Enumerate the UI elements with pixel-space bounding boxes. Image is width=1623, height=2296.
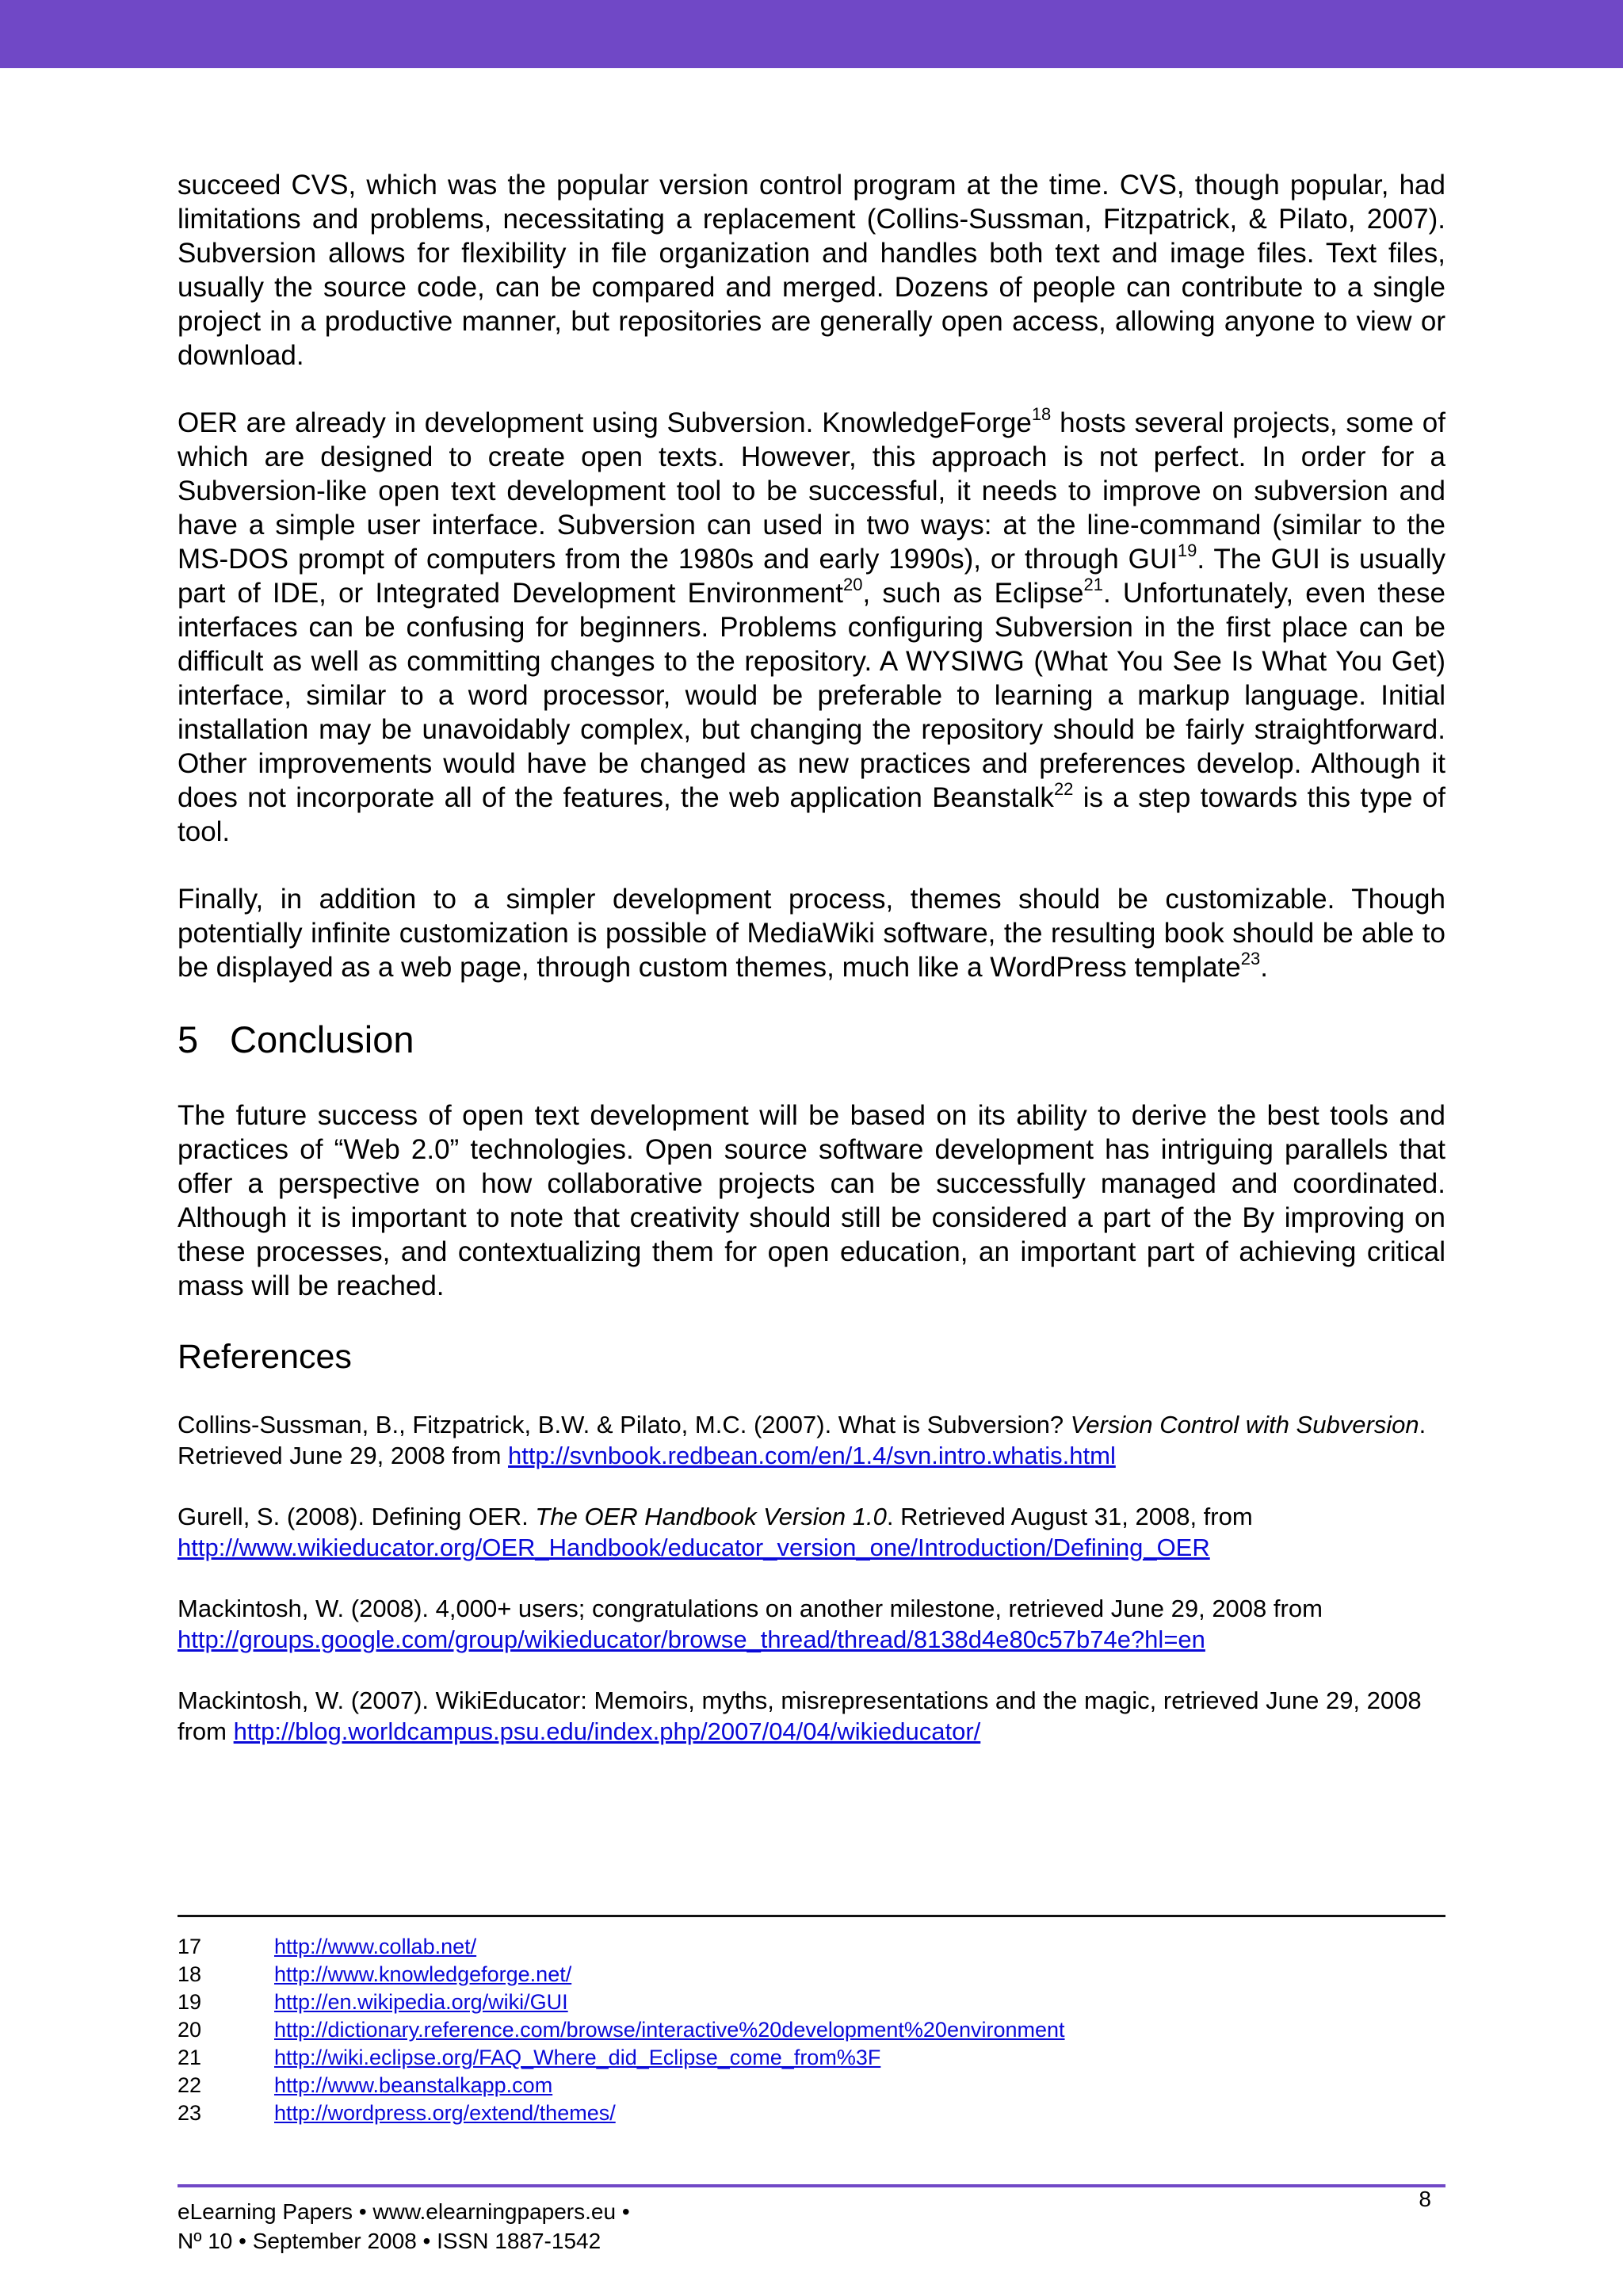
reference-link[interactable]: http://www.wikieducator.org/OER_Handbook/educator_version_one/Introduction/Defining_OER xyxy=(178,1534,1210,1561)
reference-item: Gurell, S. (2008). Defining OER. The OER Handbook Version 1.0. Retrieved August 31, 2008, from http://www.wikieducator.org/OER_Handbook/educator_version_one/Introduction/Defining_OER xyxy=(178,1503,1253,1561)
reference-link[interactable]: http://groups.google.com/group/wikieducator/browse_thread/thread/8138d4e80c57b74e?hl=en xyxy=(178,1626,1205,1653)
footnote-link[interactable]: http://www.knowledgeforge.net/ xyxy=(274,1962,572,1986)
section-heading-conclusion: 5 Conclusion xyxy=(178,1018,414,1060)
footnote-link[interactable]: http://wiki.eclipse.org/FAQ_Where_did_Eclipse_come_from%3F xyxy=(274,2046,881,2069)
footnote-ref-19[interactable]: 19 xyxy=(1177,541,1197,560)
footer-publication: eLearning Papers • www.elearningpapers.eu • xyxy=(178,2199,630,2224)
footnote-row: 22 http://www.beanstalkapp.com xyxy=(178,2072,1445,2099)
page-number: 8 xyxy=(1419,2187,1431,2211)
footnote-link[interactable]: http://dictionary.reference.com/browse/interactive%20development%20environment xyxy=(274,2018,1065,2042)
paragraph-conclusion: The future success of open text development will be based on its ability to derive the best tools and practices of “Web 2.0” technologies. Open source software development has intriguing parallels that offer a perspective on how collaborative projects can be successfully managed and coordinated. Although it is important to note that creativity should still be considered a part of the By improving on these processes, and contextualizing them for open education, an important part of achieving critical mass will be reached. xyxy=(178,1100,1445,1301)
footer-divider xyxy=(178,2184,1445,2187)
footnote-row: 17 http://www.collab.net/ xyxy=(178,1933,1445,1961)
footnote-row: 18 http://www.knowledgeforge.net/ xyxy=(178,1961,1445,1988)
footer-issue: Nº 10 • September 2008 • ISSN 1887-1542 xyxy=(178,2229,601,2253)
references-heading: References xyxy=(178,1338,352,1376)
footnote-ref-22[interactable]: 22 xyxy=(1053,779,1074,799)
footnote-link[interactable]: http://www.beanstalkapp.com xyxy=(274,2073,553,2097)
footnote-row: 21 http://wiki.eclipse.org/FAQ_Where_did_Eclipse_come_from%3F xyxy=(178,2044,1445,2072)
footnote-link[interactable]: http://www.collab.net/ xyxy=(274,1935,477,1958)
footnote-link[interactable]: http://en.wikipedia.org/wiki/GUI xyxy=(274,1990,568,2014)
footnote-ref-23[interactable]: 23 xyxy=(1240,949,1261,968)
footnote-link[interactable]: http://wordpress.org/extend/themes/ xyxy=(274,2101,616,2125)
header-bar xyxy=(0,0,1623,68)
footnote-row: 23 http://wordpress.org/extend/themes/ xyxy=(178,2099,1445,2127)
footnote-row: 20 http://dictionary.reference.com/browse/interactive%20development%20environment xyxy=(178,2016,1445,2044)
paragraph-oer-subversion: OER are already in development using Subversion. KnowledgeForge$^{18}$ hosts several projects, some of which are designed to create open texts. However, this approach is not perfect. In order for a Subversion-like open text development tool to be successful, it needs to improve on subversion and have a simple user interface. Subversion can used in two ways: at the line-command (similar to the MS-DOS prompt of computers from the 1980s and early 1990s), or through GUI$^{19}$. The GUI is usually part of IDE, or Integrated Development Environment$^{20}$, such as Eclipse$^{21}$. Unfortunately, even these interfaces can be confusing for beginners. Problems configuring Subversion in the first place can be difficult as well as committing changes to the repository. A WYSIWG (What You See Is What You Get) interface, similar to a word processor, would be preferable to learning a markup language. Initial installation may be unavoidably complex, but changing the repository should be fairly straightforward. Other improvements would have be changed as new practices and preferences develop. Although it does not incorporate all of the features, the web application Beanstalk$^{22}$ is a step towards this type of tool. xyxy=(178,404,1446,847)
footnotes xyxy=(178,1915,1445,2127)
reference-link[interactable]: http://svnbook.redbean.com/en/1.4/svn.intro.whatis.html xyxy=(508,1442,1116,1469)
reference-item: Mackintosh, W. (2008). 4,000+ users; congratulations on another milestone, retrieved June 29, 2008 from http://groups.google.com/group/wikieducator/browse_thread/thread/8138d4e80c57b74e?hl=en xyxy=(178,1595,1323,1653)
reference-link[interactable]: http://blog.worldcampus.psu.edu/index.php/2007/04/04/wikieducator/ xyxy=(233,1717,981,1745)
footnote-row: 19 http://en.wikipedia.org/wiki/GUI xyxy=(178,1988,1445,2016)
main-content xyxy=(178,168,1445,1777)
footnote-divider xyxy=(178,1915,1445,1917)
paragraph-svn-intro: succeed CVS, which was the popular version control program at the time. CVS, though popular, had limitations and problems, necessitating a replacement (Collins-Sussman, Fitzpatrick, & Pilato, 2007). Subversion allows for flexibility in file organization and handles both text and image files. Text files, usually the source code, can be compared and merged. Dozens of people can contribute to a single project in a productive manner, but repositories are generally open access, allowing anyone to view or download. xyxy=(178,170,1445,371)
footnote-ref-21[interactable]: 21 xyxy=(1083,575,1103,594)
page-footer xyxy=(178,2184,1445,2256)
footnote-ref-20[interactable]: 20 xyxy=(843,575,863,594)
reference-item: Mackintosh, W. (2007). WikiEducator: Memoirs, myths, misrepresentations and the magic, retrieved June 29, 2008 from http://blog.worldcampus.psu.edu/index.php/2007/04/04/wikieducator/ xyxy=(178,1687,1422,1745)
reference-item: Collins-Sussman, B., Fitzpatrick, B.W. & Pilato, M.C. (2007). What is Subversion? Version Control with Subversion. Retrieved June 29, 2008 from http://svnbook.redbean.com/en/1.4/svn.intro.whatis.html xyxy=(178,1411,1426,1469)
footnote-ref-18[interactable]: 18 xyxy=(1031,404,1052,424)
paragraph-themes: Finally, in addition to a simpler development process, themes should be customizable. Though potentially infinite customization is possible of MediaWiki software, the resulting book should be able to be displayed as a web page, through custom themes, much like a WordPress template$^{23}$. xyxy=(178,884,1445,983)
